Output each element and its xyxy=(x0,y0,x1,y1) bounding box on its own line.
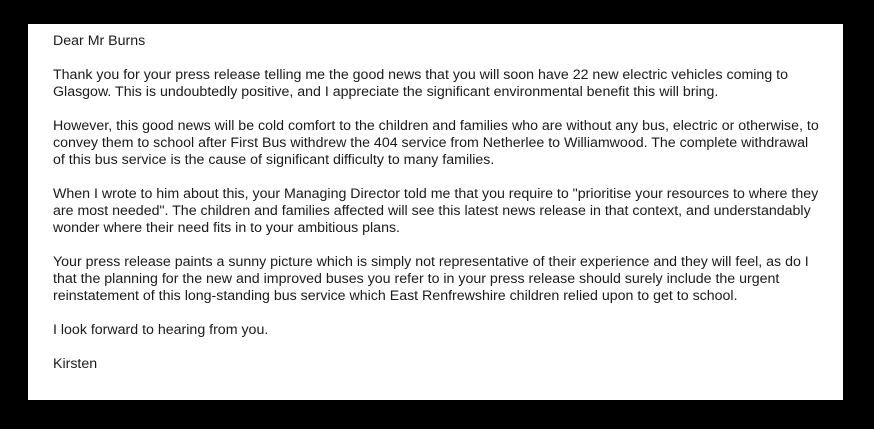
paragraph-press-release: Thank you for your press release telling me the good news that you will soon have 22 new electric vehicles coming to Glasgow. This is undoubtedly positive, and I appreciate the significant environmental benefit this will bring. xyxy=(53,67,788,100)
salutation: Dear Mr Burns xyxy=(53,33,146,49)
paragraph-sunny-picture: Your press release paints a sunny picture which is simply not representative of their experience and they will feel, as do I that the planning for the new and improved buses you refer to in your press release should surely include the urgent reinstatement of this long-standing bus service which East Renfrewshire children relied upon to get to school. xyxy=(53,254,809,304)
paragraph-closing: I look forward to hearing from you. xyxy=(53,322,269,338)
paragraph-cold-comfort: However, this good news will be cold comfort to the children and families who are without any bus, electric or otherwise, to convey them to school after First Bus withdrew the 404 service from Netherlee to Williamwood. The complete withdrawal of this bus service is the cause of significant difficulty to many families. xyxy=(53,118,819,168)
letter-body xyxy=(28,24,843,400)
signature: Kirsten xyxy=(53,356,98,372)
paragraph-managing-director: When I wrote to him about this, your Managing Director told me that you require to "prioritise your resources to where they are most needed". The children and families affected will see this latest news release in that context, and understandably wonder where their need fits in to your ambitious plans. xyxy=(53,186,819,236)
